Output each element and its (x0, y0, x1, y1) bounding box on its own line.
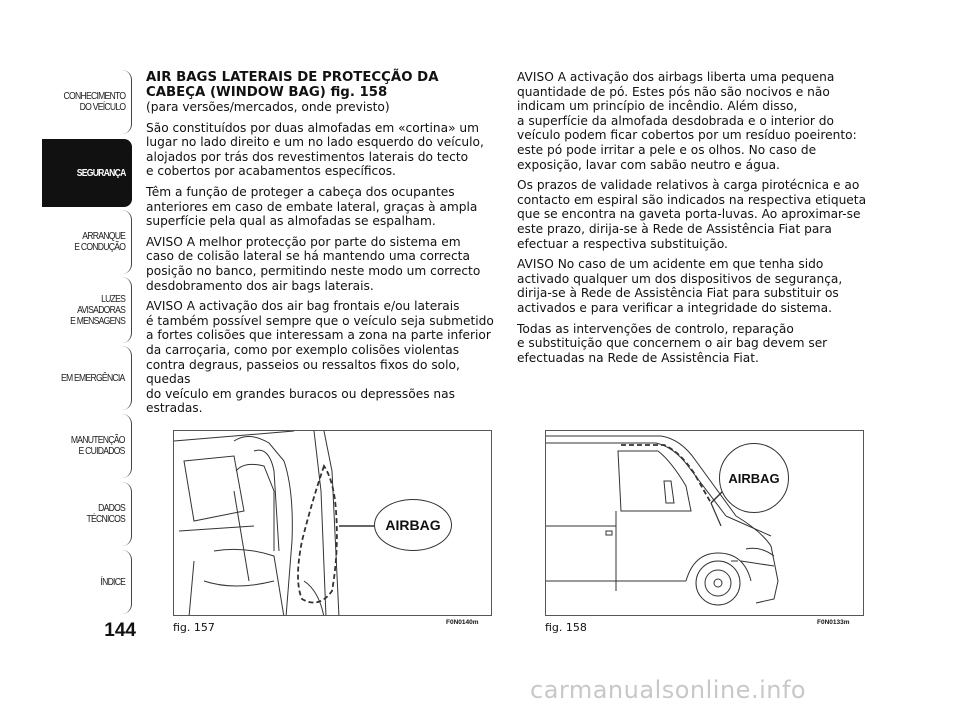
figure-caption: fig. 157 (173, 621, 215, 634)
tab-label: DADOS TÉCNICOS (86, 502, 125, 525)
tab-label: LUZES AVISADORAS E MENSAGENS (69, 292, 125, 327)
tab-emergencia[interactable] (42, 346, 132, 410)
figure-code: F0N0140m (446, 619, 479, 626)
paragraph: Todas as intervenções de controlo, reparação e substituição que concernem o air bag devem ser efectuadas na Rede de Assistência Fiat. (517, 321, 828, 365)
right-column (517, 70, 877, 371)
tab-indice[interactable] (42, 550, 132, 614)
airbag-badge (719, 443, 789, 513)
figure-157 (173, 430, 492, 616)
figure-code: F0N0133m (817, 619, 850, 626)
section-subheading: (para versões/mercados, onde previsto) (146, 100, 390, 114)
section-heading: AIR BAGS LATERAIS DE PROTECÇÃO DA CABEÇA (WINDOW BAG) fig. 158 (146, 70, 439, 100)
paragraph: AVISO A activação dos airbags liberta uma pequena quantidade de pó. Estes pós não são nocivos e não indicam um princípio de incêndio. Além disso, a superfície da almofada desdobrada e o interior do veículo podem ficar cobertos por um resíduo poeirento: este pó pode irritar a pele e os olhos. No caso de exposição, lavar com sabão neutro e água. (517, 70, 857, 172)
paragraph: Têm a função de proteger a cabeça dos ocupantes anteriores em caso de embate lateral, graças à ampla superfície pela qual as almofadas se espalham. (146, 184, 478, 229)
tab-luzes[interactable] (42, 277, 132, 343)
figure-caption: fig. 158 (545, 621, 587, 634)
tab-seguranca[interactable] (42, 139, 132, 207)
tab-dados[interactable] (42, 482, 132, 546)
paragraph: AVISO A melhor protecção por parte do sistema em caso de colisão lateral se há mantendo uma correcta posição no banco, permitindo neste modo um correcto desdobramento dos air bags laterais. (146, 234, 481, 293)
tab-arranque[interactable] (42, 210, 132, 274)
page-number: 144 (104, 620, 136, 641)
tab-conhecimento[interactable] (42, 70, 132, 134)
chapter-sidebar (0, 0, 145, 709)
tab-label: ÍNDICE (100, 575, 125, 588)
tab-label: ARRANQUE E CONDUÇÃO (74, 230, 125, 253)
airbag-badge-label: AIRBAG (385, 517, 441, 533)
tab-label: EM EMERGÊNCIA (61, 371, 125, 384)
paragraph: AVISO No caso de um acidente em que tenha sido activado qualquer um dos dispositivos de segurança, dirija-se à Rede de Assistência Fiat para substituir os activados e para verificar a integridade do sistema. (517, 257, 843, 315)
tab-label: SEGURANÇA (77, 166, 126, 179)
van-airbag-illustration (546, 431, 864, 616)
airbag-badge-label: AIRBAG (728, 470, 780, 486)
tab-manutencao[interactable] (42, 414, 132, 478)
figure-158 (545, 430, 864, 616)
airbag-badge (374, 499, 452, 551)
watermark: carmanualsonline.info (530, 676, 807, 704)
paragraph: São constituídos por duas almofadas em «cortina» um lugar no lado direito e um no lado esquerdo do veículo, alojados por trás dos revestimentos laterais do tecto e cobertos por acabamentos específicos. (146, 120, 484, 179)
left-column (146, 70, 506, 422)
tab-label: MANUTENÇÃO E CUIDADOS (71, 434, 125, 457)
paragraph: Os prazos de validade relativos à carga pirotécnica e ao contacto em espiral são indicados na respectiva etiqueta que se encontra na gaveta porta-luvas. Ao aproximar-se este prazo, dirija-se à Rede de Assistência Fiat para efectuar a respectiva substituição. (517, 178, 867, 251)
paragraph: AVISO A activação dos air bag frontais e/ou laterais é também possível sempre que o veículo seja submetido a fortes colisões que interessam a zona na parte inferior da carroçaria, como por exemplo colisões violentas contra degraus, passeios ou ressaltos fixos do solo, quedas do veículo em grandes buracos ou depressões nas estradas. (146, 299, 494, 416)
tab-label: CONHECIMENTO DO VEÍCULO (63, 90, 125, 113)
